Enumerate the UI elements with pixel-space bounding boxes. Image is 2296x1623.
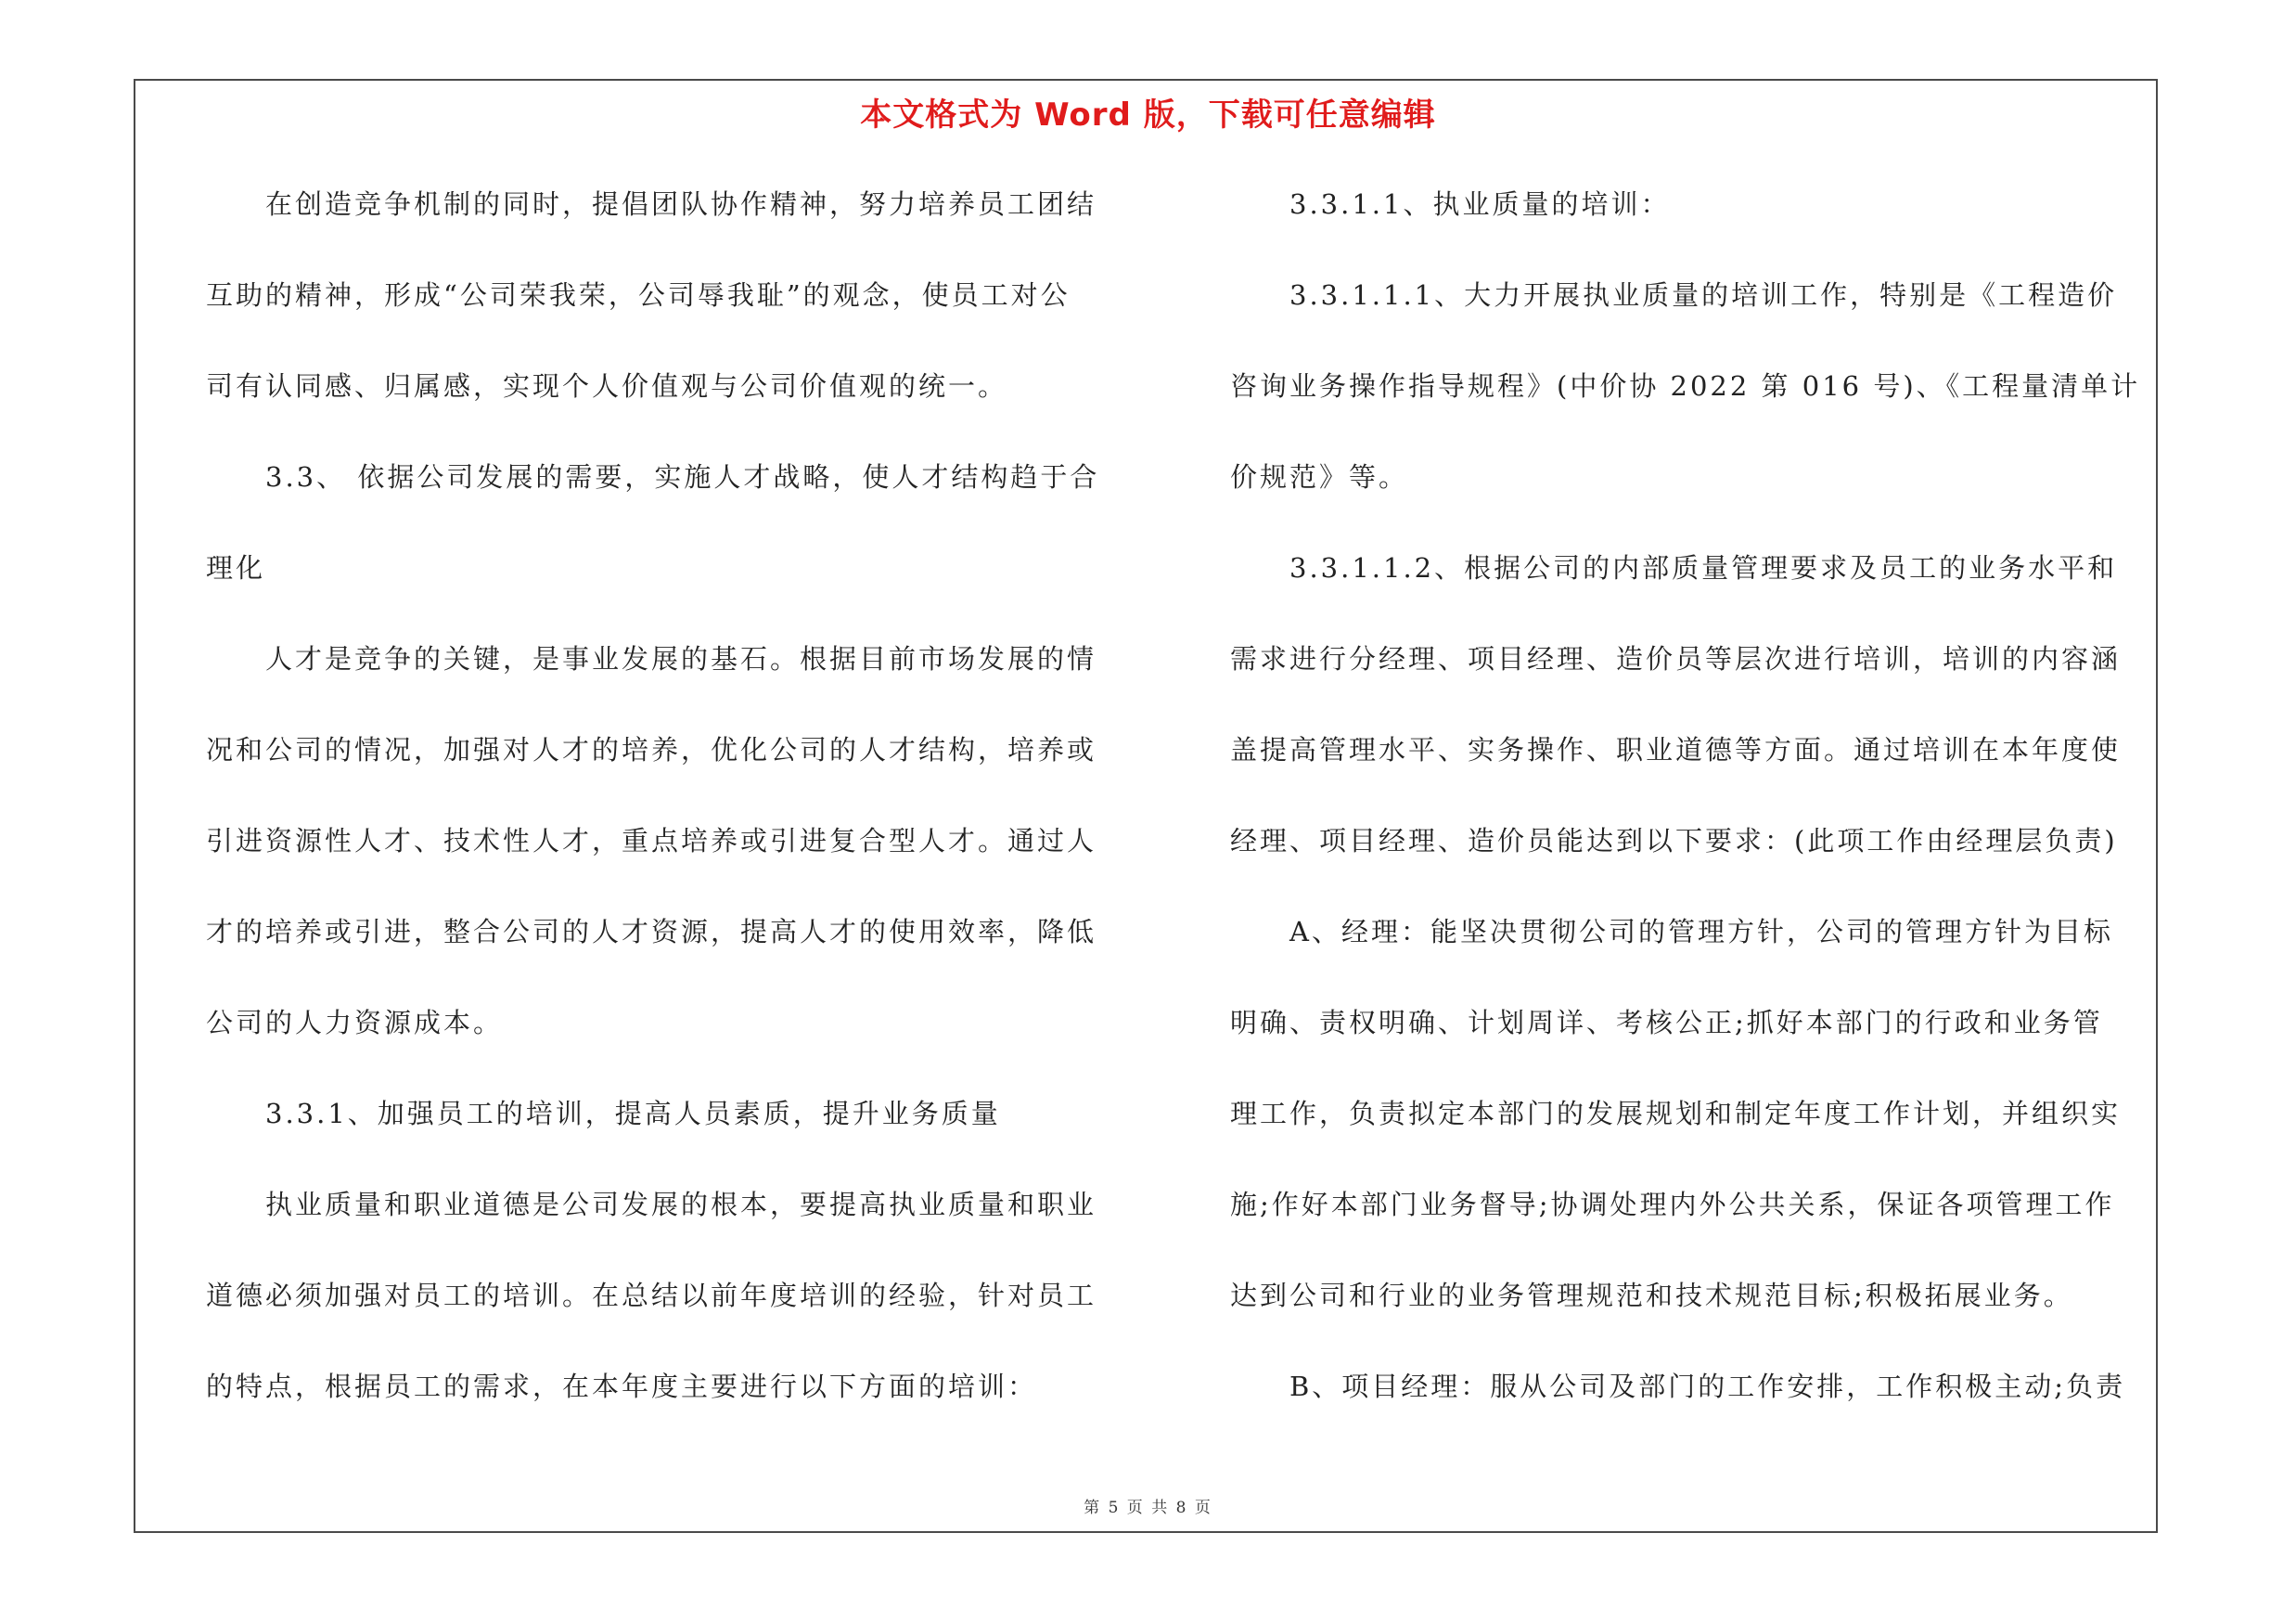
paragraph-line: 施;作好本部门业务督导;协调处理内外公共关系，保证各项管理工作 <box>1230 1189 2115 1220</box>
paragraph-line: 执业质量和职业道德是公司发展的根本，要提高执业质量和职业 <box>206 1189 1097 1220</box>
paragraph-line: 价规范》等。 <box>1230 461 1409 493</box>
paragraph-line: 引进资源性人才、技术性人才，重点培养或引进复合型人才。通过人 <box>206 825 1097 857</box>
paragraph-line: 人才是竞争的关键，是事业发展的基石。根据目前市场发展的情 <box>206 643 1097 675</box>
paragraph-line: 公司的人力资源成本。 <box>206 1007 504 1038</box>
format-banner: 本文格式为 Word 版，下载可任意编辑 <box>860 97 1436 134</box>
paragraph-line: 在创造竞争机制的同时，提倡团队协作精神，努力培养员工团结 <box>206 188 1097 220</box>
paragraph-line: 咨询业务操作指导规程》(中价协 2022 第 016 号)、《工程量清单计 <box>1230 370 2141 402</box>
paragraph-line: 道德必须加强对员工的培训。在总结以前年度培训的经验，针对员工 <box>206 1280 1097 1311</box>
paragraph-line: 盖提高管理水平、实务操作、职业道德等方面。通过培训在本年度使 <box>1230 734 2122 766</box>
paragraph-line: 的特点，根据员工的需求，在本年度主要进行以下方面的培训： <box>206 1371 1038 1402</box>
paragraph-line: 3.3.1.1.2、根据公司的内部质量管理要求及员工的业务水平和 <box>1230 552 2118 584</box>
section-heading-line: 3.3.1.1、执业质量的培训： <box>1230 188 1671 220</box>
paragraph-line: 达到公司和行业的业务管理规范和技术规范目标;积极拓展业务。 <box>1230 1280 2073 1311</box>
paragraph-line: 司有认同感、归属感，实现个人价值观与公司价值观的统一。 <box>206 370 1008 402</box>
paragraph-line: 才的培养或引进，整合公司的人才资源，提高人才的使用效率，降低 <box>206 916 1097 947</box>
paragraph-line: A、经理：能坚决贯彻公司的管理方针，公司的管理方针为目标 <box>1230 916 2113 947</box>
paragraph-line: 互助的精神，形成“公司荣我荣，公司辱我耻”的观念，使员工对公 <box>206 279 1071 311</box>
paragraph-line: B、项目经理：服从公司及部门的工作安排，工作积极主动;负责 <box>1230 1371 2126 1402</box>
paragraph-line: 3.3.1.1.1、大力开展执业质量的培训工作，特别是《工程造价 <box>1230 279 2118 311</box>
paragraph-line: 经理、项目经理、造价员能达到以下要求：(此项工作由经理层负责) <box>1230 825 2118 857</box>
paragraph-line: 需求进行分经理、项目经理、造价员等层次进行培训，培训的内容涵 <box>1230 643 2122 675</box>
paragraph-line: 理工作，负责拟定本部门的发展规划和制定年度工作计划，并组织实 <box>1230 1098 2122 1129</box>
paragraph-line: 况和公司的情况，加强对人才的培养，优化公司的人才结构，培养或 <box>206 734 1097 766</box>
paragraph-line: 明确、责权明确、计划周详、考核公正;抓好本部门的行政和业务管 <box>1230 1007 2103 1038</box>
section-heading-line: 3.3.1、加强员工的培训，提高人员素质，提升业务质量 <box>206 1098 1001 1129</box>
section-heading-line: 理化 <box>206 552 266 584</box>
page-number: 第 5 页 共 8 页 <box>1084 1499 1212 1517</box>
section-heading-line: 3.3、 依据公司发展的需要，实施人才战略，使人才结构趋于合 <box>206 461 1100 493</box>
